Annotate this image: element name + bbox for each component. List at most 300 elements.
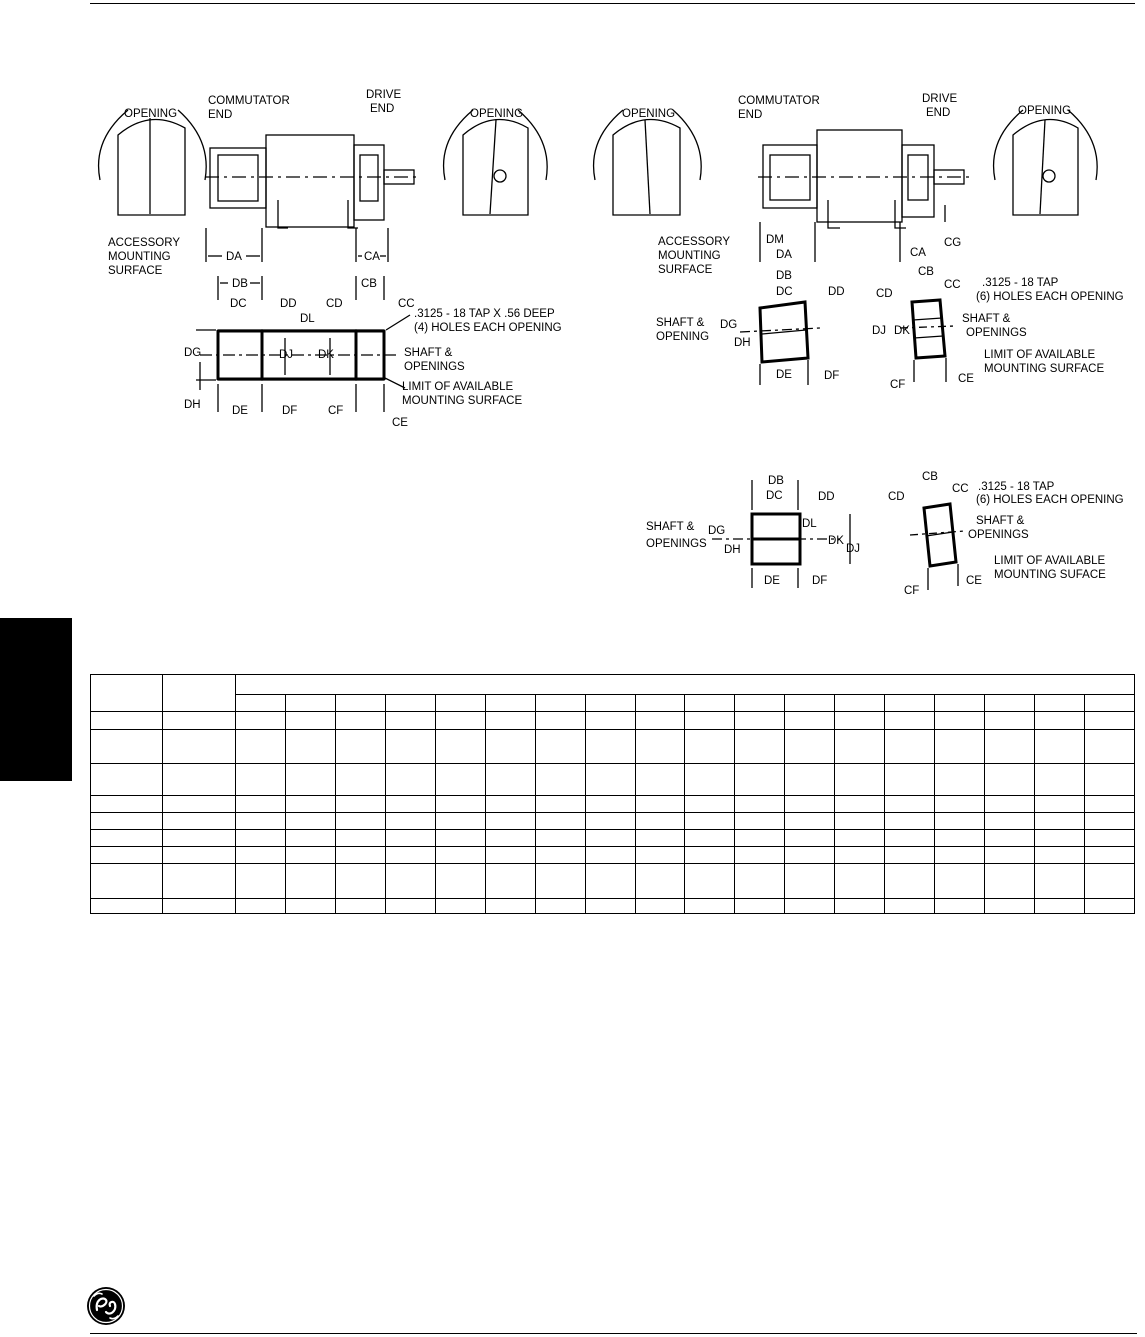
table-cell — [1084, 830, 1134, 847]
table-row — [91, 712, 1135, 730]
table-row — [91, 813, 1135, 830]
dim-DJ: DJ — [279, 349, 294, 361]
table-cell — [1084, 847, 1134, 864]
dim-DB-lower: DB — [768, 475, 784, 487]
right-limit-label-2: MOUNTING SURFACE — [984, 363, 1105, 375]
table-cell — [985, 864, 1035, 899]
left-mounting-plan — [196, 315, 410, 412]
right-accessory-label-3: SURFACE — [658, 264, 713, 276]
table-cell — [236, 712, 286, 730]
table-cell — [163, 830, 236, 847]
table-cell — [685, 813, 735, 830]
table-cell — [585, 730, 635, 764]
table-cell — [535, 764, 585, 796]
dimension-table-grid — [90, 674, 1135, 914]
bottom-rule — [90, 1333, 1137, 1334]
dim-CD-right: CD — [876, 288, 893, 300]
table-cell — [885, 813, 935, 830]
dim-DH-lower: DH — [724, 544, 741, 556]
table-cell — [91, 847, 163, 864]
table-cell — [635, 864, 685, 899]
subheader-cell — [785, 695, 835, 712]
table-cell — [485, 899, 535, 914]
table-cell — [785, 899, 835, 914]
table-cell — [385, 864, 435, 899]
table-cell — [635, 764, 685, 796]
header-cell — [91, 675, 163, 712]
table-cell — [785, 830, 835, 847]
table-cell — [485, 864, 535, 899]
table-cell — [635, 830, 685, 847]
dim-CE-lower: CE — [966, 575, 982, 587]
dim-DH: DH — [184, 399, 201, 411]
table-cell — [885, 830, 935, 847]
lower-shaft-label-2: OPENINGS — [646, 538, 707, 550]
subheader-cell — [335, 695, 385, 712]
table-cell — [163, 764, 236, 796]
table-cell — [785, 730, 835, 764]
commutator-end-profile — [118, 119, 185, 215]
table-cell — [885, 730, 935, 764]
subheader-cell — [885, 695, 935, 712]
table-cell — [785, 847, 835, 864]
table-row — [91, 796, 1135, 813]
left-opening-label: OPENING — [124, 108, 178, 120]
dim-DG: DG — [184, 347, 202, 359]
table-cell — [735, 830, 785, 847]
table-cell — [435, 830, 485, 847]
table-cell — [1084, 764, 1134, 796]
right-commutator-label-1: COMMUTATOR — [738, 95, 820, 107]
right-drive-label-2: END — [926, 107, 951, 119]
table-cell — [835, 864, 885, 899]
subheader-cell — [435, 695, 485, 712]
dim-DE: DE — [232, 405, 248, 417]
subheader-cell — [835, 695, 885, 712]
ge-monogram-icon — [86, 1286, 126, 1326]
table-cell — [485, 730, 535, 764]
table-cell — [435, 712, 485, 730]
table-cell — [1035, 764, 1085, 796]
table-cell — [385, 830, 435, 847]
table-cell — [1084, 796, 1134, 813]
table-cell — [985, 796, 1035, 813]
table-cell — [236, 847, 286, 864]
subheader-cell — [485, 695, 535, 712]
table-row — [91, 864, 1135, 899]
dimension-table — [90, 674, 1135, 910]
table-cell — [885, 764, 935, 796]
table-cell — [685, 764, 735, 796]
dim-CE: CE — [392, 417, 408, 429]
subheader-cell — [1035, 695, 1085, 712]
table-cell — [785, 864, 835, 899]
lower-mounting-plan-b — [910, 504, 965, 590]
dim-DF: DF — [282, 405, 298, 417]
table-cell — [163, 864, 236, 899]
table-cell — [91, 864, 163, 899]
subheader-cell — [385, 695, 435, 712]
table-cell — [985, 830, 1035, 847]
right-accessory-label-2: MOUNTING — [658, 250, 721, 262]
dim-DK-right: DK — [894, 325, 910, 337]
subheader-cell — [585, 695, 635, 712]
table-cell — [985, 712, 1035, 730]
dim-CF-right: CF — [890, 379, 906, 391]
table-cell — [535, 830, 585, 847]
table-cell — [685, 730, 735, 764]
lower-tap-note-1: .3125 - 18 TAP — [978, 481, 1055, 493]
table-cell — [835, 730, 885, 764]
dim-CD-lower: CD — [888, 491, 905, 503]
dim-DC: DC — [230, 298, 247, 310]
table-cell — [935, 712, 985, 730]
right-opening-right-label: OPENING — [1018, 105, 1072, 117]
table-cell — [835, 899, 885, 914]
table-cell — [535, 730, 585, 764]
dim-CF: CF — [328, 405, 344, 417]
table-cell — [985, 764, 1035, 796]
lower-side-shaft-label-1: SHAFT & — [976, 515, 1025, 527]
table-cell — [335, 830, 385, 847]
dim-CB: CB — [361, 278, 377, 290]
dim-DF-lower: DF — [812, 575, 828, 587]
table-cell — [535, 712, 585, 730]
header-cell — [163, 675, 236, 712]
dim-DC-lower: DC — [766, 490, 783, 502]
table-cell — [485, 813, 535, 830]
table-cell — [335, 813, 385, 830]
table-cell — [163, 899, 236, 914]
table-cell — [485, 764, 535, 796]
table-cell — [735, 764, 785, 796]
left-opening-right-label: OPENING — [470, 108, 524, 120]
table-cell — [1035, 730, 1085, 764]
lower-side-shaft-label-2: OPENINGS — [968, 529, 1029, 541]
subheader-cell — [935, 695, 985, 712]
dim-DJ-lower: DJ — [846, 543, 861, 555]
table-row — [91, 764, 1135, 796]
table-cell — [985, 847, 1035, 864]
table-cell — [585, 899, 635, 914]
table-cell — [485, 847, 535, 864]
left-commutator-label-1: COMMUTATOR — [208, 95, 290, 107]
table-cell — [635, 712, 685, 730]
table-cell — [835, 830, 885, 847]
dim-CG: CG — [944, 237, 962, 249]
table-cell — [535, 864, 585, 899]
table-cell — [236, 730, 286, 764]
table-cell — [385, 712, 435, 730]
table-cell — [585, 712, 635, 730]
lower-shaft-label-1: SHAFT & — [646, 521, 695, 533]
table-cell — [385, 847, 435, 864]
dim-DD-lower: DD — [818, 491, 835, 503]
table-cell — [685, 712, 735, 730]
table-cell — [1084, 730, 1134, 764]
dim-DA: DA — [226, 251, 242, 263]
left-drive-label-1: DRIVE — [366, 89, 402, 101]
table-cell — [91, 899, 163, 914]
table-cell — [735, 899, 785, 914]
header-cell — [236, 675, 1135, 695]
table-cell — [485, 712, 535, 730]
table-cell — [1035, 796, 1085, 813]
left-tap-note-1: .3125 - 18 TAP X .56 DEEP — [414, 308, 555, 320]
table-cell — [335, 864, 385, 899]
table-cell — [163, 847, 236, 864]
table-cell — [835, 796, 885, 813]
subheader-cell — [635, 695, 685, 712]
table-cell — [735, 847, 785, 864]
table-cell — [285, 712, 335, 730]
table-cell — [935, 764, 985, 796]
table-cell — [735, 730, 785, 764]
table-cell — [485, 830, 535, 847]
table-cell — [835, 764, 885, 796]
table-cell — [935, 730, 985, 764]
table-cell — [885, 712, 935, 730]
table-cell — [935, 830, 985, 847]
table-cell — [335, 730, 385, 764]
dim-CD: CD — [326, 298, 343, 310]
motor-frame — [266, 135, 354, 227]
dim-DM: DM — [766, 234, 784, 246]
table-cell — [1035, 899, 1085, 914]
table-cell — [685, 830, 735, 847]
dim-DH-right: DH — [734, 337, 751, 349]
table-cell — [985, 730, 1035, 764]
table-cell — [236, 813, 286, 830]
right-commutator-label-2: END — [738, 109, 763, 121]
left-limit-label-1: LIMIT OF AVAILABLE — [402, 381, 514, 393]
mounting-dimension-drawings — [0, 0, 1145, 660]
dim-DE-lower: DE — [764, 575, 780, 587]
dim-DJ-right: DJ — [872, 325, 887, 337]
table-cell — [385, 899, 435, 914]
table-cell — [163, 712, 236, 730]
table-cell — [285, 847, 335, 864]
table-cell — [685, 899, 735, 914]
left-accessory-label-1: ACCESSORY — [108, 237, 181, 249]
table-cell — [535, 847, 585, 864]
table-cell — [1035, 864, 1085, 899]
dim-DB: DB — [232, 278, 248, 290]
lower-limit-label-1: LIMIT OF AVAILABLE — [994, 555, 1106, 567]
dim-DK: DK — [318, 349, 334, 361]
dim-DK-lower: DK — [828, 535, 844, 547]
table-cell — [435, 764, 485, 796]
dim-CA: CA — [364, 251, 380, 263]
table-cell — [285, 730, 335, 764]
left-shaft-label-1: SHAFT & — [404, 347, 453, 359]
right-mounting-plan-b — [900, 300, 955, 382]
table-cell — [163, 730, 236, 764]
table-cell — [635, 730, 685, 764]
right-side-shaft-label-2: OPENINGS — [966, 327, 1027, 339]
table-cell — [835, 813, 885, 830]
dim-DF-right: DF — [824, 370, 840, 382]
table-cell — [385, 764, 435, 796]
table-cell — [585, 796, 635, 813]
right-side-shaft-label-1: SHAFT & — [962, 313, 1011, 325]
table-cell — [435, 899, 485, 914]
dim-DG-lower: DG — [708, 525, 726, 537]
table-cell — [335, 712, 385, 730]
table-cell — [163, 796, 236, 813]
table-cell — [91, 730, 163, 764]
lower-limit-label-2: MOUNTING SUFACE — [994, 569, 1106, 581]
dim-DG-right: DG — [720, 319, 738, 331]
table-cell — [535, 813, 585, 830]
table-cell — [535, 899, 585, 914]
dim-CC: CC — [398, 298, 415, 310]
table-cell — [1084, 813, 1134, 830]
table-cell — [285, 796, 335, 813]
table-cell — [685, 796, 735, 813]
table-cell — [1035, 712, 1085, 730]
table-cell — [535, 796, 585, 813]
subheader-cell — [685, 695, 735, 712]
table-cell — [1084, 712, 1134, 730]
table-cell — [735, 864, 785, 899]
subheader-cell — [285, 695, 335, 712]
table-cell — [485, 796, 535, 813]
table-cell — [91, 764, 163, 796]
right-shaft-label-2: OPENING — [656, 331, 710, 343]
table-cell — [885, 899, 935, 914]
table-cell — [735, 712, 785, 730]
table-cell — [985, 813, 1035, 830]
dim-DA-right: DA — [776, 249, 792, 261]
table-cell — [91, 830, 163, 847]
dim-CB-lower: CB — [922, 471, 938, 483]
table-cell — [335, 847, 385, 864]
table-cell — [285, 764, 335, 796]
table-cell — [885, 847, 935, 864]
left-accessory-label-3: SURFACE — [108, 265, 163, 277]
table-cell — [785, 764, 835, 796]
table-cell — [385, 813, 435, 830]
table-cell — [935, 899, 985, 914]
table-cell — [285, 830, 335, 847]
table-cell — [785, 712, 835, 730]
table-cell — [685, 847, 735, 864]
subheader-cell — [535, 695, 585, 712]
table-cell — [91, 813, 163, 830]
dim-CE-right: CE — [958, 373, 974, 385]
table-cell — [236, 864, 286, 899]
table-cell — [935, 847, 985, 864]
dim-CC-lower: CC — [952, 483, 969, 495]
table-cell — [935, 813, 985, 830]
left-limit-label-2: MOUNTING SURFACE — [402, 395, 523, 407]
dim-DB-right: DB — [776, 270, 792, 282]
left-shaft-label-2: OPENINGS — [404, 361, 465, 373]
dim-CF-lower: CF — [904, 585, 920, 597]
table-cell — [335, 764, 385, 796]
table-cell — [585, 830, 635, 847]
table-cell — [385, 730, 435, 764]
dim-CC-right: CC — [944, 279, 961, 291]
table-cell — [885, 864, 935, 899]
table-cell — [585, 813, 635, 830]
table-cell — [236, 796, 286, 813]
table-cell — [435, 796, 485, 813]
table-cell — [236, 764, 286, 796]
table-cell — [785, 796, 835, 813]
table-row — [91, 899, 1135, 914]
table-cell — [163, 813, 236, 830]
right-tap-note-2: (6) HOLES EACH OPENING — [976, 291, 1124, 303]
subheader-cell — [236, 695, 286, 712]
table-cell — [335, 899, 385, 914]
dim-CA-right: CA — [910, 247, 926, 259]
subheader-cell — [985, 695, 1035, 712]
table-cell — [435, 847, 485, 864]
table-cell — [935, 796, 985, 813]
table-cell — [236, 899, 286, 914]
table-cell — [91, 796, 163, 813]
lower-tap-note-2: (6) HOLES EACH OPENING — [976, 494, 1124, 506]
table-cell — [585, 864, 635, 899]
dim-DD: DD — [280, 298, 297, 310]
table-cell — [735, 813, 785, 830]
left-tap-note-2: (4) HOLES EACH OPENING — [414, 322, 562, 334]
table-cell — [635, 796, 685, 813]
subheader-cell — [735, 695, 785, 712]
table-cell — [285, 864, 335, 899]
table-cell — [285, 899, 335, 914]
dim-DD-right: DD — [828, 286, 845, 298]
left-accessory-label-2: MOUNTING — [108, 251, 171, 263]
table-cell — [385, 796, 435, 813]
dim-DC-right: DC — [776, 286, 793, 298]
table-cell — [435, 730, 485, 764]
table-cell — [236, 830, 286, 847]
dim-CB-right: CB — [918, 266, 934, 278]
right-opening-label: OPENING — [622, 108, 676, 120]
right-limit-label-1: LIMIT OF AVAILABLE — [984, 349, 1096, 361]
table-row — [91, 830, 1135, 847]
table-cell — [1035, 847, 1085, 864]
right-shaft-label-1: SHAFT & — [656, 317, 705, 329]
table-cell — [835, 847, 885, 864]
left-drive-label-2: END — [370, 103, 395, 115]
right-tap-note-1: .3125 - 18 TAP — [982, 277, 1059, 289]
table-cell — [435, 813, 485, 830]
table-cell — [635, 847, 685, 864]
table-cell — [885, 796, 935, 813]
table-cell — [91, 712, 163, 730]
table-cell — [635, 813, 685, 830]
table-cell — [1084, 899, 1134, 914]
table-cell — [335, 796, 385, 813]
table-cell — [735, 796, 785, 813]
table-cell — [785, 813, 835, 830]
table-cell — [585, 847, 635, 864]
table-cell — [435, 864, 485, 899]
table-cell — [1035, 830, 1085, 847]
table-cell — [985, 899, 1035, 914]
table-row — [91, 847, 1135, 864]
table-cell — [685, 864, 735, 899]
table-cell — [285, 813, 335, 830]
table-cell — [1084, 864, 1134, 899]
right-drive-label-1: DRIVE — [922, 93, 958, 105]
subheader-cell — [1084, 695, 1134, 712]
table-row — [91, 730, 1135, 764]
